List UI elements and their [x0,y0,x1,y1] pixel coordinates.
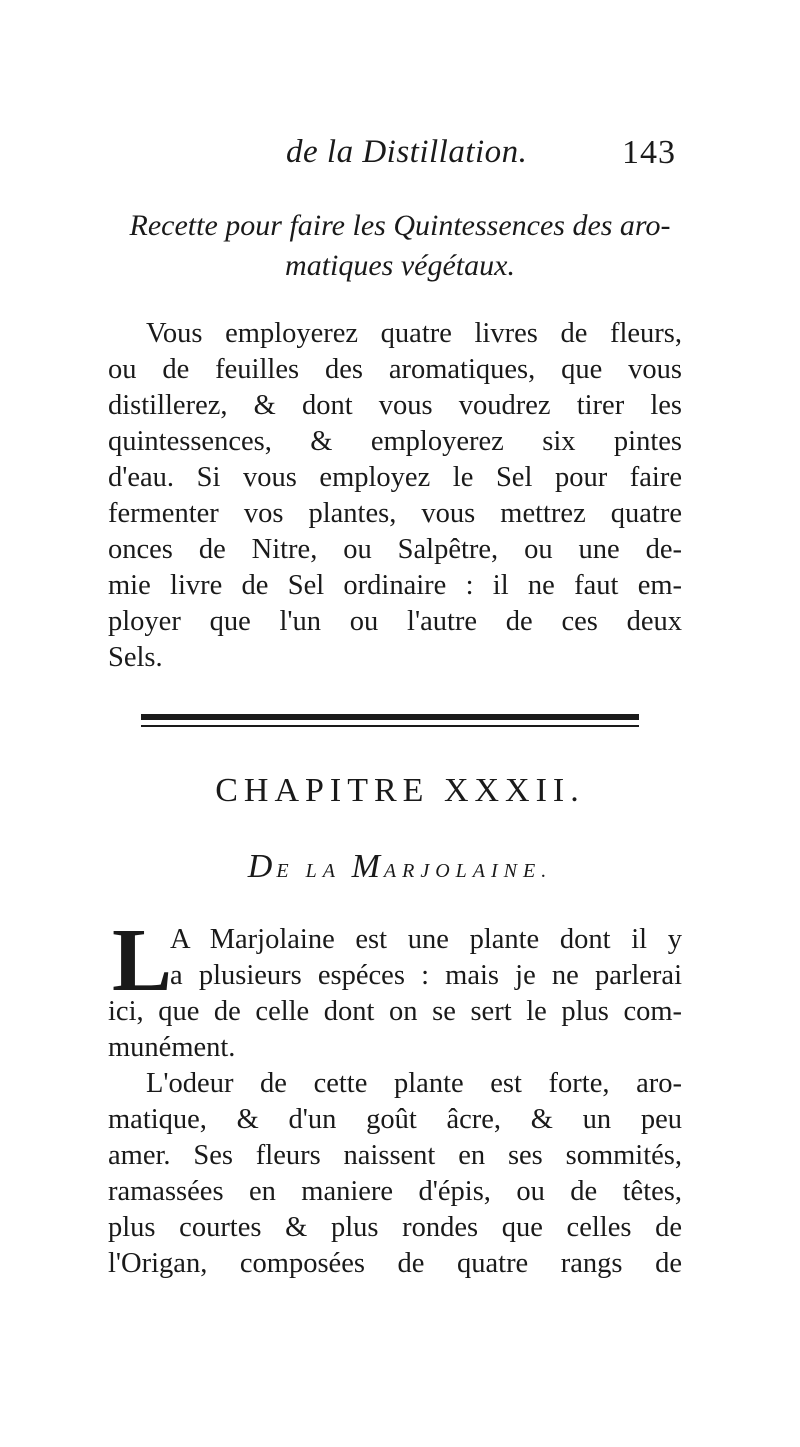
text-line: ici, que de celle dont on se sert le plus com- [108,996,682,1027]
text-line: A Marjolaine est une plante dont il y [170,924,682,955]
recipe-title-line-1: Recette pour faire les Quintessences des aro- [129,209,671,242]
text-line: distillerez, & dont vous voudrez tirer les [108,390,682,421]
page-number: 143 [622,134,676,171]
text-line: ou de feuilles des aromatiques, que vous [108,354,682,385]
text-line: ployer que l'un ou l'autre de ces deux [108,606,682,637]
section-title [0,848,800,886]
chapter-heading: CHAPITRE XXXII. [215,772,585,809]
divider-thin-rule [141,725,639,727]
paragraph-after-dropcap [108,994,682,1066]
section-title-part: M [351,848,384,885]
running-head [0,128,800,178]
running-title: de la Distillation. [286,134,528,170]
text-line: l'Origan, composées de quatre rangs de [108,1248,682,1279]
divider-thick-rule [141,714,639,720]
paragraph-beside-dropcap [108,922,682,994]
paragraph-odeur [108,1066,682,1282]
recipe-paragraph [108,316,682,676]
drop-cap: L [112,911,173,1010]
text-line: Vous employerez quatre livres de fleurs, [146,318,682,349]
text-line: amer. Ses fleurs naissent en ses sommités, [108,1140,682,1171]
section-title-part: D [247,848,277,885]
section-title-part: E LA [276,860,352,882]
text-line: matique, & d'un goût âcre, & un peu [108,1104,682,1135]
text-line: d'eau. Si vous employez le Sel pour faire [108,462,682,493]
text-line: L'odeur de cette plante est forte, aro- [146,1068,682,1099]
text-line: a plusieurs espéces : mais je ne parlerai [170,960,682,991]
text-line: onces de Nitre, ou Salpêtre, ou une de- [108,534,682,565]
chapter-body [108,911,682,1282]
text-line: mie livre de Sel ordinaire : il ne faut em- [108,570,682,601]
text-line: munément. [108,1032,236,1063]
text-line: plus courtes & plus rondes que celles de [108,1212,682,1243]
text-line: quintessences, & employerez six pintes [108,426,682,457]
recipe-title [100,206,700,286]
text-line: ramassées en maniere d'épis, ou de têtes, [108,1176,682,1207]
text-line: Sels. [108,642,163,673]
chapter-divider-rule [141,714,639,732]
text-line: fermenter vos plantes, vous mettrez quatre [108,498,682,529]
recipe-title-line-2: matiques végétaux. [285,249,515,282]
section-title-part: ARJOLAINE. [383,860,553,882]
